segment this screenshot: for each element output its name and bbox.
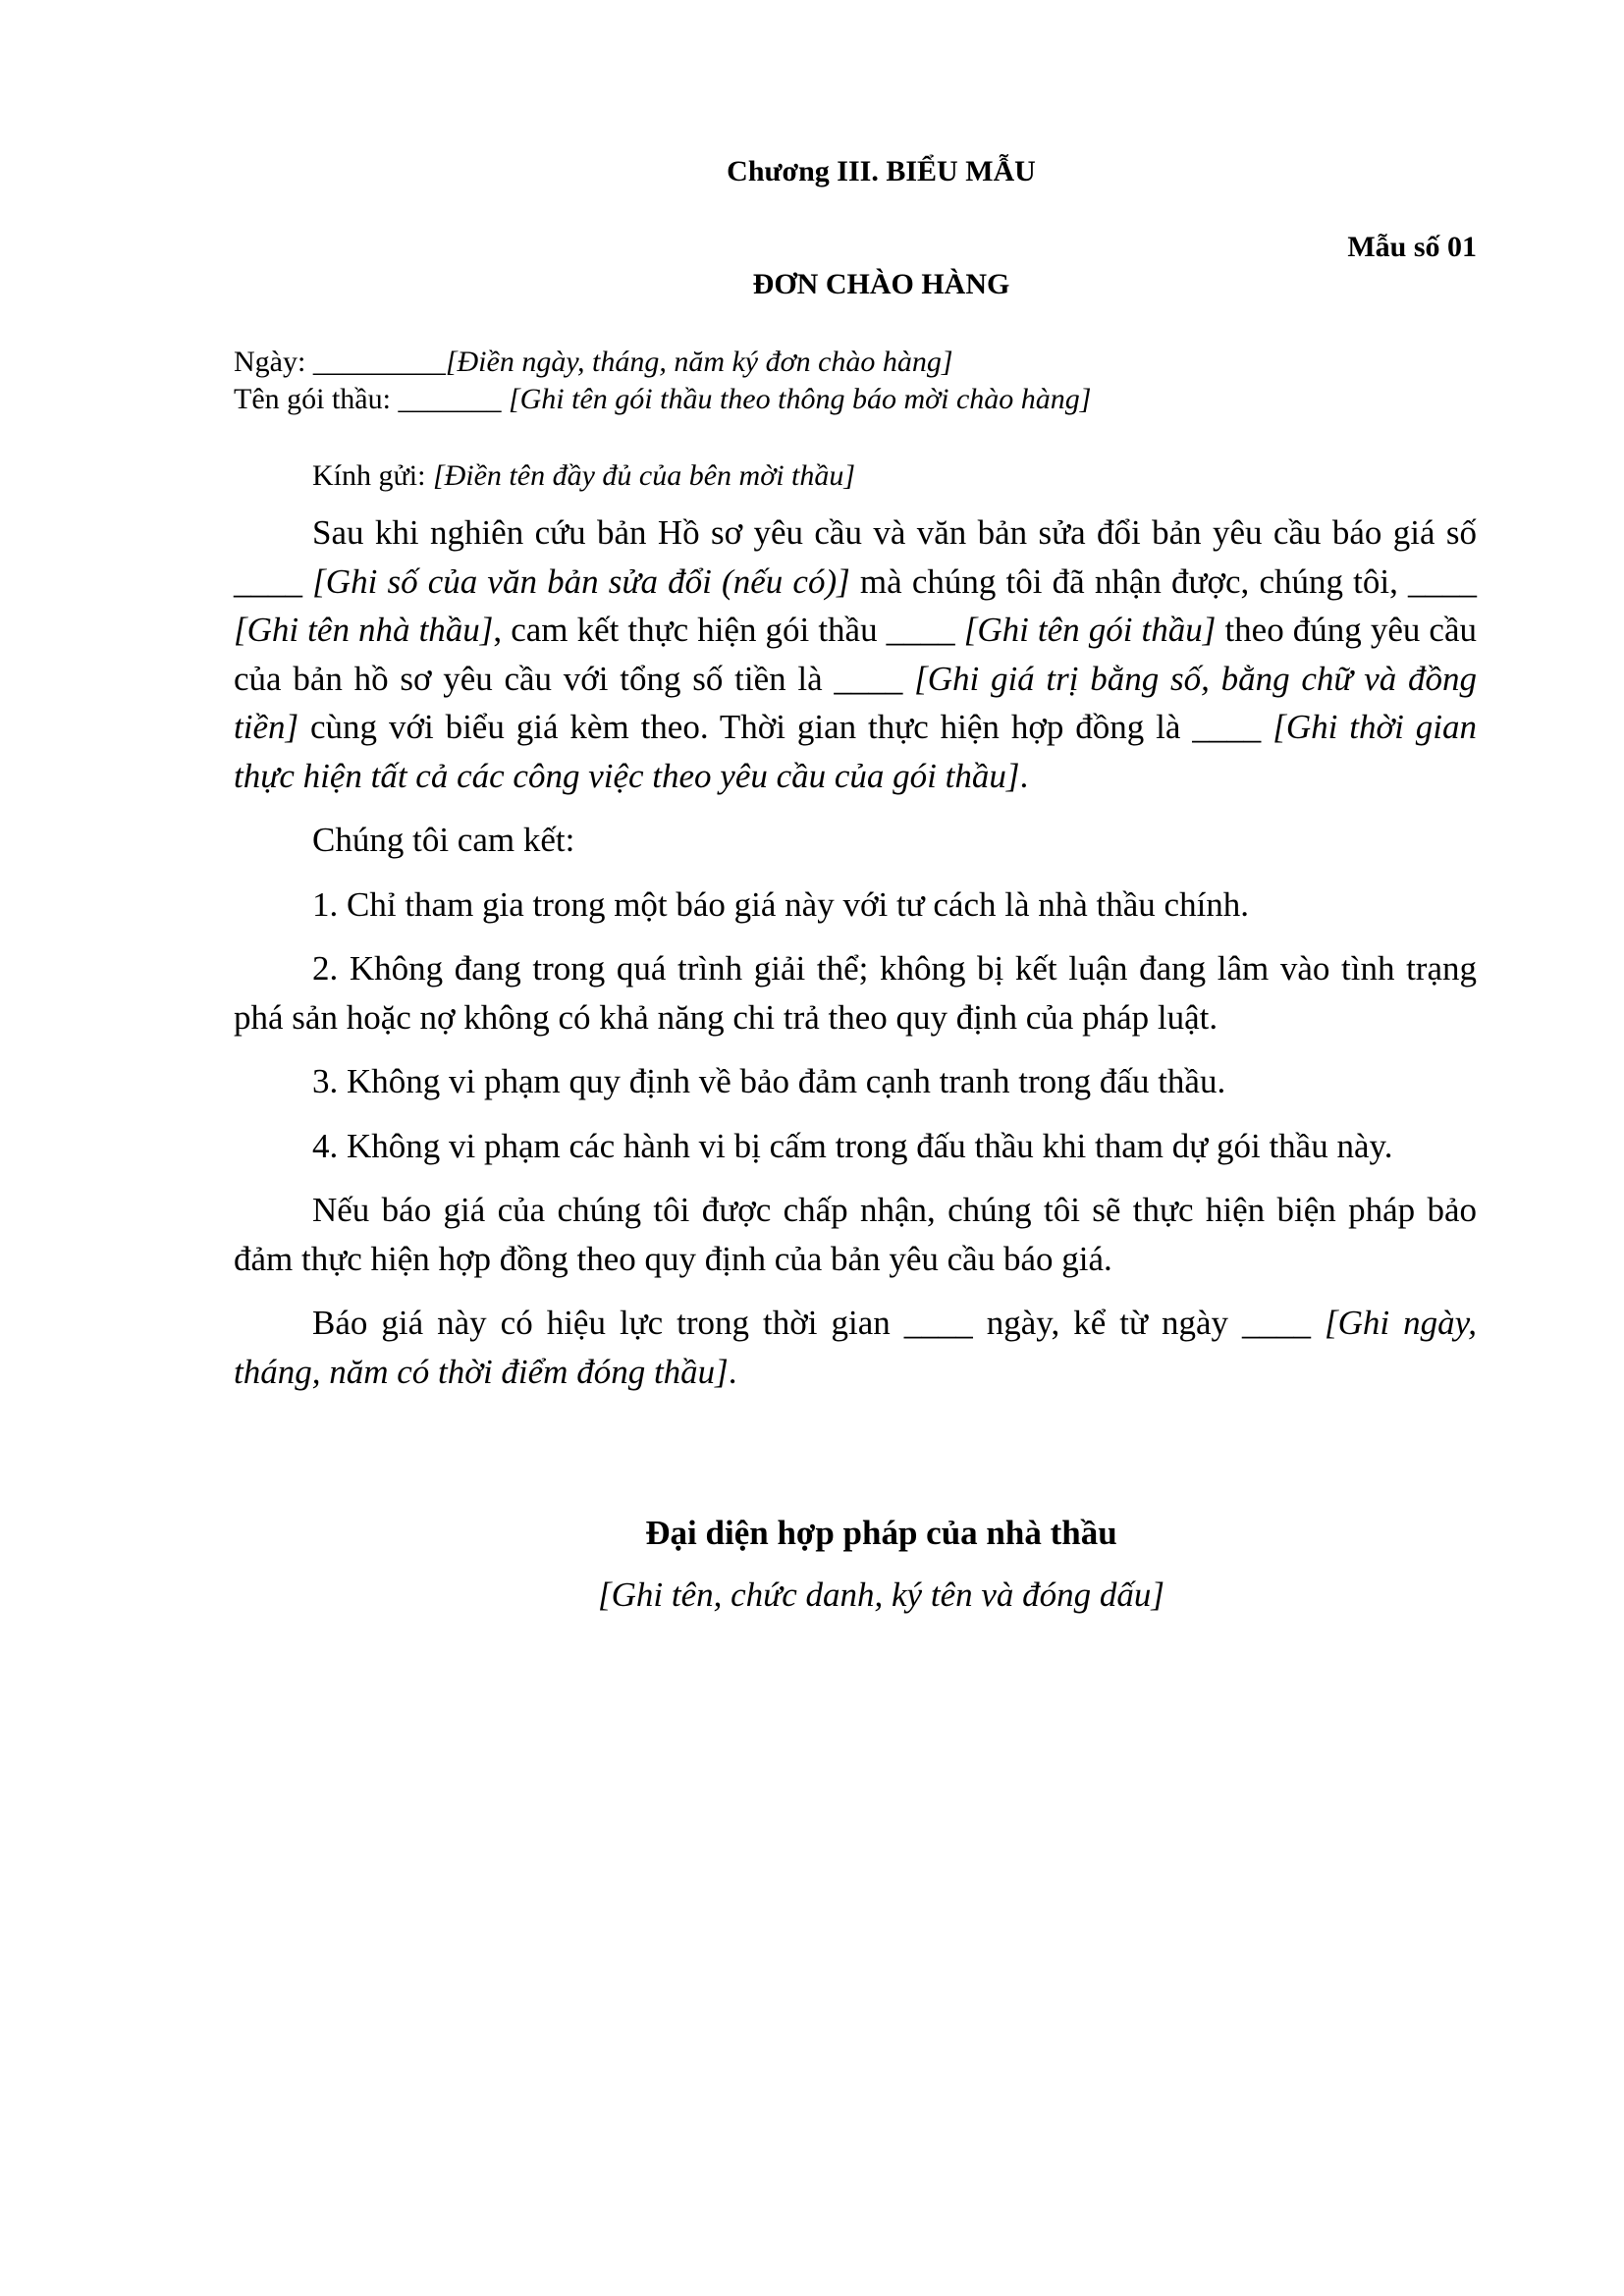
commitments-heading: Chúng tôi cam kết: [312,821,575,859]
date-label: Ngày: _________ [234,346,446,378]
commitment-item: 2. Không đang trong quá trình giải thể; không bị kết luận đang lâm vào tình trạng phá sản hoặc nợ không có khả năng chi trả theo quy định của pháp luật. [234,949,1477,1037]
package-label: Tên gói thầu: _______ [234,383,509,415]
recipient-line [312,459,855,493]
signature-title: Đại diện hợp pháp của nhà thầu [645,1514,1117,1552]
chapter-title: Chương III. BIỂU MẪU [727,155,1036,187]
date-hint: [Điền ngày, tháng, năm ký đơn chào hàng] [445,346,953,378]
package-name-line [234,383,1091,416]
validity-text-1: Báo giá này có hiệu lực trong thời gian ____ ngày, kể từ ngày ____ [312,1304,1326,1342]
date-line [234,346,953,379]
form-number: Mẫu số 01 [1347,231,1477,263]
package-hint: [Ghi tên gói thầu theo thông báo mời chào hàng] [508,383,1092,415]
intro-text-1: Sau khi nghiên cứu bản Hồ sơ yêu cầu và văn bản sửa đổi bản yêu cầu báo giá số ____ [234,513,1477,601]
intro-paragraph [234,508,1477,800]
recipient-label: Kính gửi: [312,459,433,492]
guarantee-paragraph: Nếu báo giá của chúng tôi được chấp nhận, chúng tôi sẽ thực hiện biện pháp bảo đảm thực hiện hợp đồng theo quy định của bản yêu cầu báo giá. [234,1191,1477,1278]
intro-hint-contractor: [Ghi tên nhà thầu] [234,611,494,649]
commitment-item: 3. Không vi phạm quy định về bảo đảm cạnh tranh trong đấu thầu. [312,1062,1226,1100]
intro-text-4: theo đúng yêu cầu của bản hồ sơ yêu cầu với tổng số tiền là ____ [234,611,1477,698]
intro-hint-duration: [Ghi thời gian thực hiện tất cả các công việc theo yêu cầu của gói thầu] [234,708,1477,795]
intro-hint-package: [Ghi tên gói thầu] [963,611,1217,649]
validity-text-2: . [728,1352,737,1391]
intro-text-5: cùng với biểu giá kèm theo. Thời gian thực hiện hợp đồng là ____ [298,708,1273,746]
signature-note: [Ghi tên, chức danh, ký tên và đóng dấu] [597,1575,1165,1614]
validity-hint: [Ghi ngày, tháng, năm có thời điểm đóng thầu] [234,1304,1477,1391]
recipient-hint: [Điền tên đầy đủ của bên mời thầu] [432,459,856,492]
intro-text-3: , cam kết thực hiện gói thầu ____ [493,611,964,649]
intro-hint-amendment: [Ghi số của văn bản sửa đổi (nếu có)] [312,561,850,601]
letter-body [234,508,1477,1396]
document-title: ĐƠN CHÀO HÀNG [752,268,1010,300]
intro-text-2: mà chúng tôi đã nhận được, chúng tôi, ____ [849,561,1478,601]
intro-hint-amount: [Ghi giá trị bằng số, bằng chữ và đồng tiền] [234,659,1477,746]
validity-paragraph [234,1299,1477,1396]
intro-text-6: . [1019,756,1029,795]
commitment-item: 4. Không vi phạm các hành vi bị cấm trong đấu thầu khi tham dự gói thầu này. [312,1126,1393,1165]
commitment-item: 1. Chỉ tham gia trong một báo giá này với tư cách là nhà thầu chính. [312,884,1250,924]
